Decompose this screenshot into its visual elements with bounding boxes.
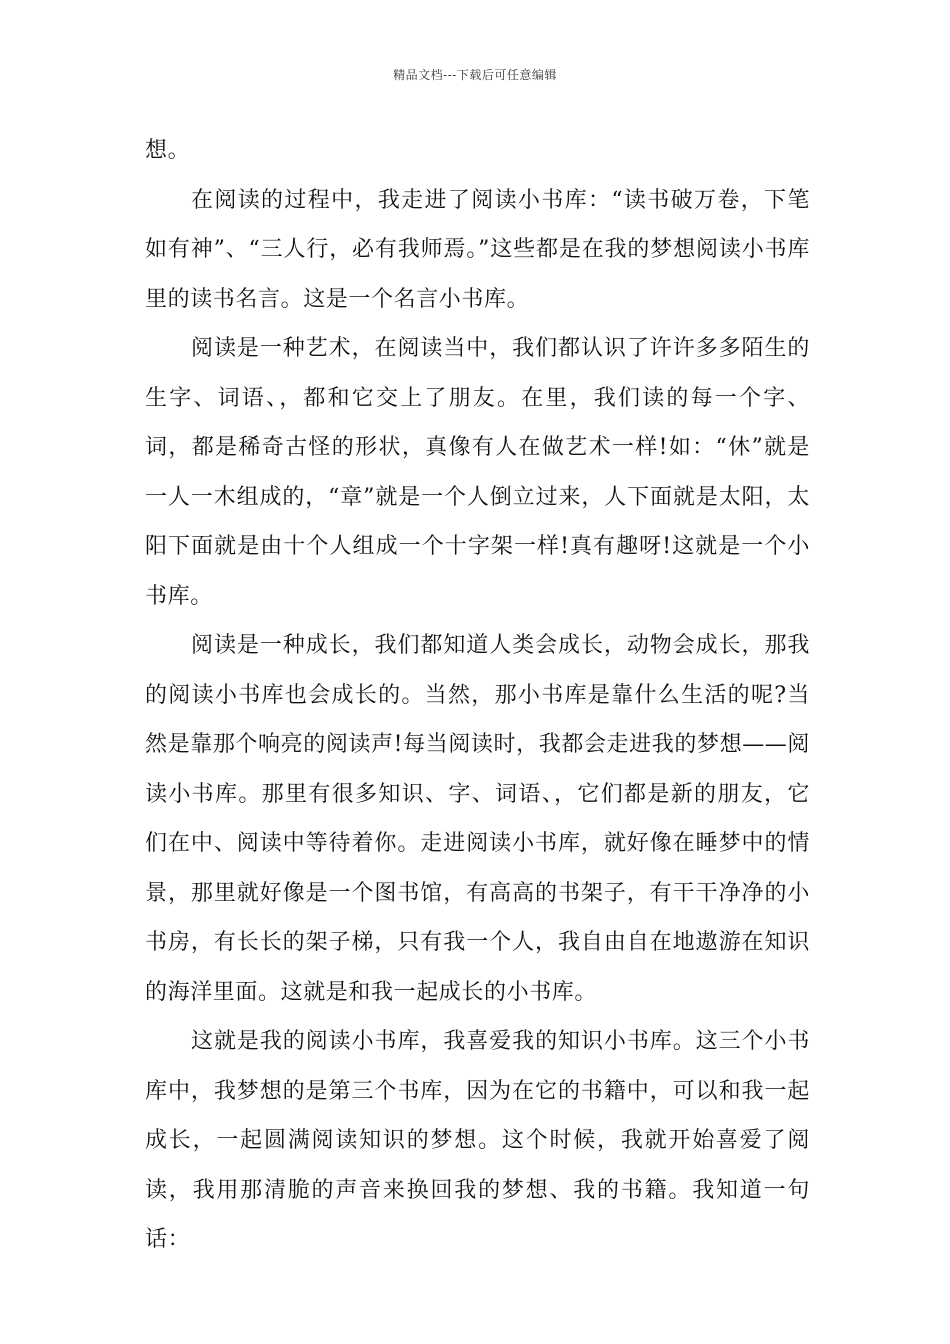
paragraph-reading-art: 阅读是一种艺术，在阅读当中，我们都认识了许许多多陌生的生字、词语、，都和它交上了朋友。在里，我们读的每一个字、词，都是稀奇古怪的形状，真像有人在做艺术一样!如：“休”就是一人一木组成的，“章”就是一个人倒立过来，人下面就是太阳，太阳下面就是由十个人组成一个十字架一样!真有趣呀!这就是一个小书库。 (145, 336, 810, 609)
paragraph-continuation: 想。 (145, 138, 191, 163)
paragraph-reading-library: 在阅读的过程中，我走进了阅读小书库：“读书破万卷，下笔如有神”、“三人行，必有我师焉。”这些都是在我的梦想阅读小书库里的读书名言。这是一个名言小书库。 (145, 187, 810, 312)
page-header: 精品文档---下载后可任意编辑 (393, 68, 557, 82)
paragraph-conclusion: 这就是我的阅读小书库，我喜爱我的知识小书库。这三个小书库中，我梦想的是第三个书库，因为在它的书籍中，可以和我一起成长，一起圆满阅读知识的梦想。这个时候，我就开始喜爱了阅读，我用那清脆的声音来换回我的梦想、我的书籍。我知道一句话： (145, 1029, 810, 1252)
document-body (145, 126, 810, 1265)
paragraph-reading-growth: 阅读是一种成长，我们都知道人类会成长，动物会成长，那我的阅读小书库也会成长的。当然，那小书库是靠什么生活的呢?当然是靠那个响亮的阅读声!每当阅读时，我都会走进我的梦想——阅读小书库。那里有很多知识、字、词语、，它们都是新的朋友，它们在中、阅读中等待着你。走进阅读小书库，就好像在睡梦中的情景，那里就好像是一个图书馆，有高高的书架子，有干干净净的小书房，有长长的架子梯，只有我一个人，我自由自在地遨游在知识的海洋里面。这就是和我一起成长的小书库。 (145, 633, 810, 1005)
